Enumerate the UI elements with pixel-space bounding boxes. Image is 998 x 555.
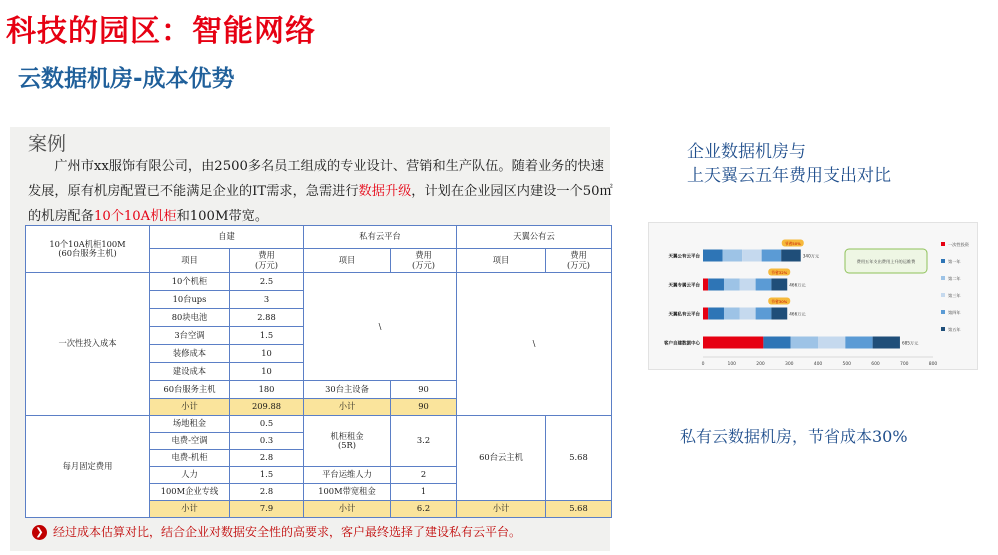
table-cell: 80块电池: [150, 309, 230, 327]
table-cell: 电费-机柜: [150, 450, 230, 467]
bar-segment: [763, 337, 790, 349]
cost-comparison-chart: [648, 222, 978, 370]
case-heading: 案例: [28, 133, 67, 155]
paragraph-text: ，计划在企业园区内建设一个50㎡: [411, 184, 613, 199]
legend-swatch: [941, 276, 945, 280]
bar-segment: [742, 250, 762, 262]
col-header-item: 项目: [150, 249, 230, 273]
table-cell: 2: [391, 467, 457, 484]
case-study-panel: [10, 127, 613, 551]
table-cell: 10台ups: [150, 291, 230, 309]
case-paragraph-line-1: [28, 155, 606, 174]
bar-segment: [762, 250, 782, 262]
bar-segment: [708, 308, 724, 320]
category-label: 天翼公有云平台: [668, 254, 700, 260]
comparison-title-line: 企业数据机房与: [687, 142, 806, 162]
table-cell: 100M带宽租金: [304, 484, 391, 501]
col-header-item: 项目: [457, 249, 546, 273]
bar-total-label: 685万元: [901, 340, 919, 346]
table-cell: 3.2: [391, 416, 457, 467]
subtotal-label: 小计: [304, 399, 391, 416]
savings-callout-text: 节省50%: [784, 241, 801, 246]
x-tick-label: 100: [727, 362, 737, 367]
legend-label: 第三年: [948, 293, 961, 298]
chart-svg: [649, 223, 977, 369]
x-tick-label: 400: [813, 362, 823, 367]
table-cell: 1.5: [230, 327, 304, 345]
table-cell: 2.8: [230, 450, 304, 467]
group-header-private: 私有云平台: [304, 226, 457, 249]
table-cell: 10个机柜: [150, 273, 230, 291]
subtotal-value: 7.9: [230, 501, 304, 518]
paragraph-text: 和100M带宽。: [176, 209, 269, 224]
legend-swatch: [941, 259, 945, 263]
section-label-monthly: 每月固定费用: [26, 416, 150, 518]
bar-segment: [703, 308, 708, 320]
table-cell: 60台服务主机: [150, 381, 230, 399]
cost-comparison-table: [25, 225, 612, 518]
table-cell: 2.88: [230, 309, 304, 327]
category-label: 客户自建数据中心: [664, 341, 700, 347]
subtotal-value: 6.2: [391, 501, 457, 518]
bar-segment: [771, 279, 787, 291]
bar-total-label: 340万元: [802, 253, 820, 259]
category-label: 天翼专属云平台: [668, 283, 700, 289]
bar-segment: [724, 308, 740, 320]
subtotal-value: 90: [391, 399, 457, 416]
col-header-cost: 费用 (万元): [230, 249, 304, 273]
legend-swatch: [941, 293, 945, 297]
bar-segment: [756, 308, 772, 320]
table-cell: 3台空调: [150, 327, 230, 345]
table-cell: 3: [230, 291, 304, 309]
subtotal-label: 小计: [457, 501, 546, 518]
x-tick-label: 200: [756, 362, 765, 367]
table-cell: 平台运维人力: [304, 467, 391, 484]
slide-subtitle: 云数据机房-成本优势: [18, 66, 235, 92]
table-cell: 2.8: [230, 484, 304, 501]
x-tick-label: 300: [784, 362, 794, 367]
case-paragraph-line-2: [28, 180, 613, 199]
case-paragraph-line-3: [28, 205, 606, 224]
subtotal-label: 小计: [304, 501, 391, 518]
legend-swatch: [941, 327, 945, 331]
x-tick-label: 0: [701, 362, 705, 367]
col-header-cost: 费用 (万元): [546, 249, 612, 273]
bar-segment: [723, 250, 743, 262]
table-cell: 场地租金: [150, 416, 230, 433]
legend-label: 第五年: [948, 327, 961, 332]
subtotal-label: 小计: [150, 501, 230, 518]
comparison-title: [687, 140, 891, 188]
paragraph-text: 的机房配备: [28, 209, 94, 224]
bar-segment: [818, 337, 845, 349]
table-cell: 0.5: [230, 416, 304, 433]
table-cell: 机柜租金 (5R): [304, 416, 391, 467]
x-tick-label: 800: [928, 362, 938, 367]
col-header-item: 项目: [304, 249, 391, 273]
bar-segment: [771, 308, 787, 320]
legend-label: 第四年: [948, 310, 961, 315]
bar-total-label: 466万元: [789, 311, 806, 317]
bar-segment: [708, 279, 724, 291]
paragraph-text: 发展，原有机房配置已不能满足企业的IT需求，急需进行: [28, 184, 359, 199]
table-cell: 2.5: [230, 273, 304, 291]
bar-segment: [703, 279, 708, 291]
legend-label: 第一年: [948, 259, 961, 264]
table-cell: 建设成本: [150, 363, 230, 381]
chart-note-text: 费用五年支出费用上升的运维费: [856, 259, 916, 264]
bar-total-label: 466万元: [789, 282, 806, 288]
group-header-self: 自建: [150, 226, 304, 249]
table-cell: 90: [391, 381, 457, 399]
bar-segment: [703, 337, 763, 349]
subtotal-value: 5.68: [546, 501, 612, 518]
table-cell: 60台云主机: [457, 416, 546, 501]
table-cell: 180: [230, 381, 304, 399]
table-cell: 1: [391, 484, 457, 501]
table-cell: 10: [230, 345, 304, 363]
col-header-cost: 费用 (万元): [391, 249, 457, 273]
x-tick-label: 600: [871, 362, 880, 367]
table-cell: 5.68: [546, 416, 612, 501]
category-label: 天翼私有云平台: [668, 312, 700, 318]
private-blank: \: [304, 273, 457, 381]
savings-callout-text: 节省30%: [771, 299, 788, 304]
table-cell: 人力: [150, 467, 230, 484]
legend-label: 一次性投资: [948, 242, 969, 247]
bar-segment: [781, 250, 801, 262]
bar-segment: [724, 279, 740, 291]
highlight-cabinets: 10个10A机柜: [93, 209, 177, 224]
x-tick-label: 700: [899, 362, 909, 367]
highlight-data-upgrade: 数据升级: [358, 184, 412, 199]
saving-statement: 私有云数据机房，节省成本30%: [680, 427, 908, 446]
legend-swatch: [941, 242, 945, 246]
slide-title: 科技的园区：智能网络: [6, 14, 316, 49]
paragraph-text: 广州市xx服饰有限公司，由2500多名员工组成的专业设计、营销和生产队伍。随着业务的快速: [28, 159, 604, 174]
x-tick-label: 500: [842, 362, 852, 367]
public-blank: \: [457, 273, 612, 416]
conclusion-line: [32, 523, 521, 540]
table-cell: 1.5: [230, 467, 304, 484]
conclusion-text: 经过成本估算对比，结合企业对数据安全性的高要求，客户最终选择了建设私有云平台。: [53, 525, 522, 539]
bar-segment: [703, 250, 723, 262]
legend-label: 第二年: [948, 276, 961, 281]
table-cell: 装修成本: [150, 345, 230, 363]
bar-segment: [756, 279, 772, 291]
table-cell: 100M企业专线: [150, 484, 230, 501]
bar-segment: [845, 337, 872, 349]
group-header-public: 天翼公有云: [457, 226, 612, 249]
bar-segment: [740, 279, 756, 291]
bar-segment: [740, 308, 756, 320]
legend-swatch: [941, 310, 945, 314]
table-cell: 0.3: [230, 433, 304, 450]
savings-callout-text: 节省32%: [771, 270, 788, 275]
section-label-one-time: 一次性投入成本: [26, 273, 150, 416]
table-cell: 30台主设备: [304, 381, 391, 399]
arrow-right-icon: ❯: [32, 525, 47, 540]
bar-segment: [873, 337, 900, 349]
table-corner: 10个10A机柜100M (60台服务主机): [26, 226, 150, 273]
subtotal-value: 209.88: [230, 399, 304, 416]
bar-segment: [791, 337, 818, 349]
subtotal-label: 小计: [150, 399, 230, 416]
table-cell: 电费-空调: [150, 433, 230, 450]
comparison-title-line: 上天翼云五年费用支出对比: [687, 166, 891, 186]
table-cell: 10: [230, 363, 304, 381]
